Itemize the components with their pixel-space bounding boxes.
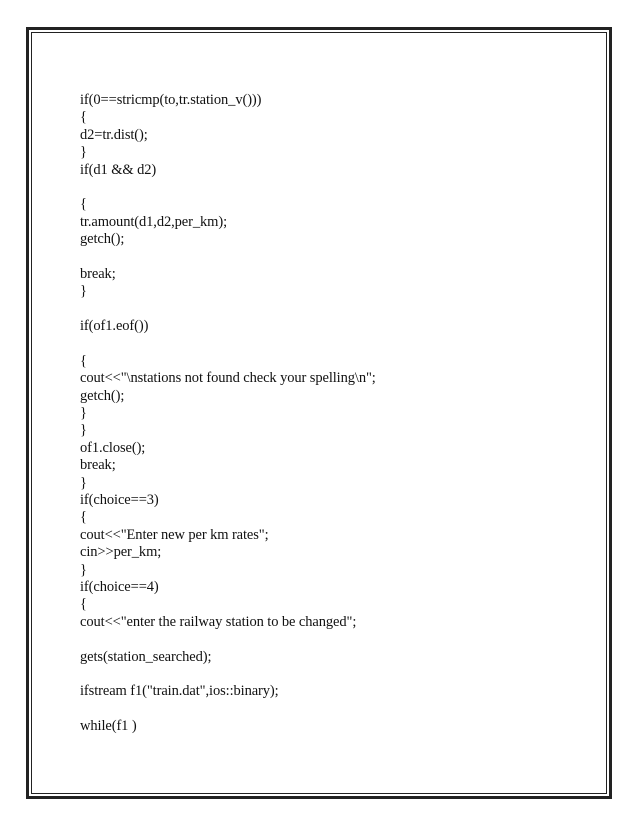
code-line: {	[80, 109, 87, 126]
code-line: getch();	[80, 231, 125, 248]
code-line: }	[80, 283, 87, 300]
code-line	[80, 249, 580, 266]
code-line: {	[80, 352, 87, 369]
code-line: }	[80, 474, 87, 491]
code-line: {	[80, 196, 87, 213]
code-line: while(f1 )	[80, 718, 137, 735]
code-line	[80, 666, 580, 683]
code-line: gets(station_searched);	[80, 648, 212, 665]
code-line: }	[80, 561, 87, 578]
code-line: }	[80, 405, 87, 422]
code-line	[80, 179, 580, 196]
code-line	[80, 701, 580, 718]
code-line: cout<<"enter the railway station to be changed";	[80, 613, 357, 630]
code-line: if(choice==4)	[80, 578, 159, 595]
code-line: ifstream f1("train.dat",ios::binary);	[80, 683, 279, 700]
code-line	[80, 301, 580, 318]
code-line	[80, 335, 580, 352]
code-line: if(choice==3)	[80, 491, 159, 508]
code-line	[80, 631, 580, 648]
code-line: d2=tr.dist();	[80, 126, 148, 143]
code-line: cout<<"\nstations not found check your spelling\n";	[80, 370, 376, 387]
code-line: tr.amount(d1,d2,per_km);	[80, 213, 228, 230]
code-line: }	[80, 422, 87, 439]
code-line: {	[80, 509, 87, 526]
code-line: cout<<"Enter new per km rates";	[80, 526, 269, 543]
code-line: if(of1.eof())	[80, 318, 149, 335]
code-line: {	[80, 596, 87, 613]
code-line: cin>>per_km;	[80, 544, 162, 561]
code-line: if(0==stricmp(to,tr.station_v()))	[80, 92, 262, 108]
code-block	[80, 92, 580, 735]
code-line: getch();	[80, 387, 125, 404]
code-line: }	[80, 144, 87, 161]
code-line: break;	[80, 457, 116, 474]
code-line: if(d1 && d2)	[80, 161, 157, 178]
code-line: of1.close();	[80, 439, 146, 456]
code-line: break;	[80, 265, 116, 282]
